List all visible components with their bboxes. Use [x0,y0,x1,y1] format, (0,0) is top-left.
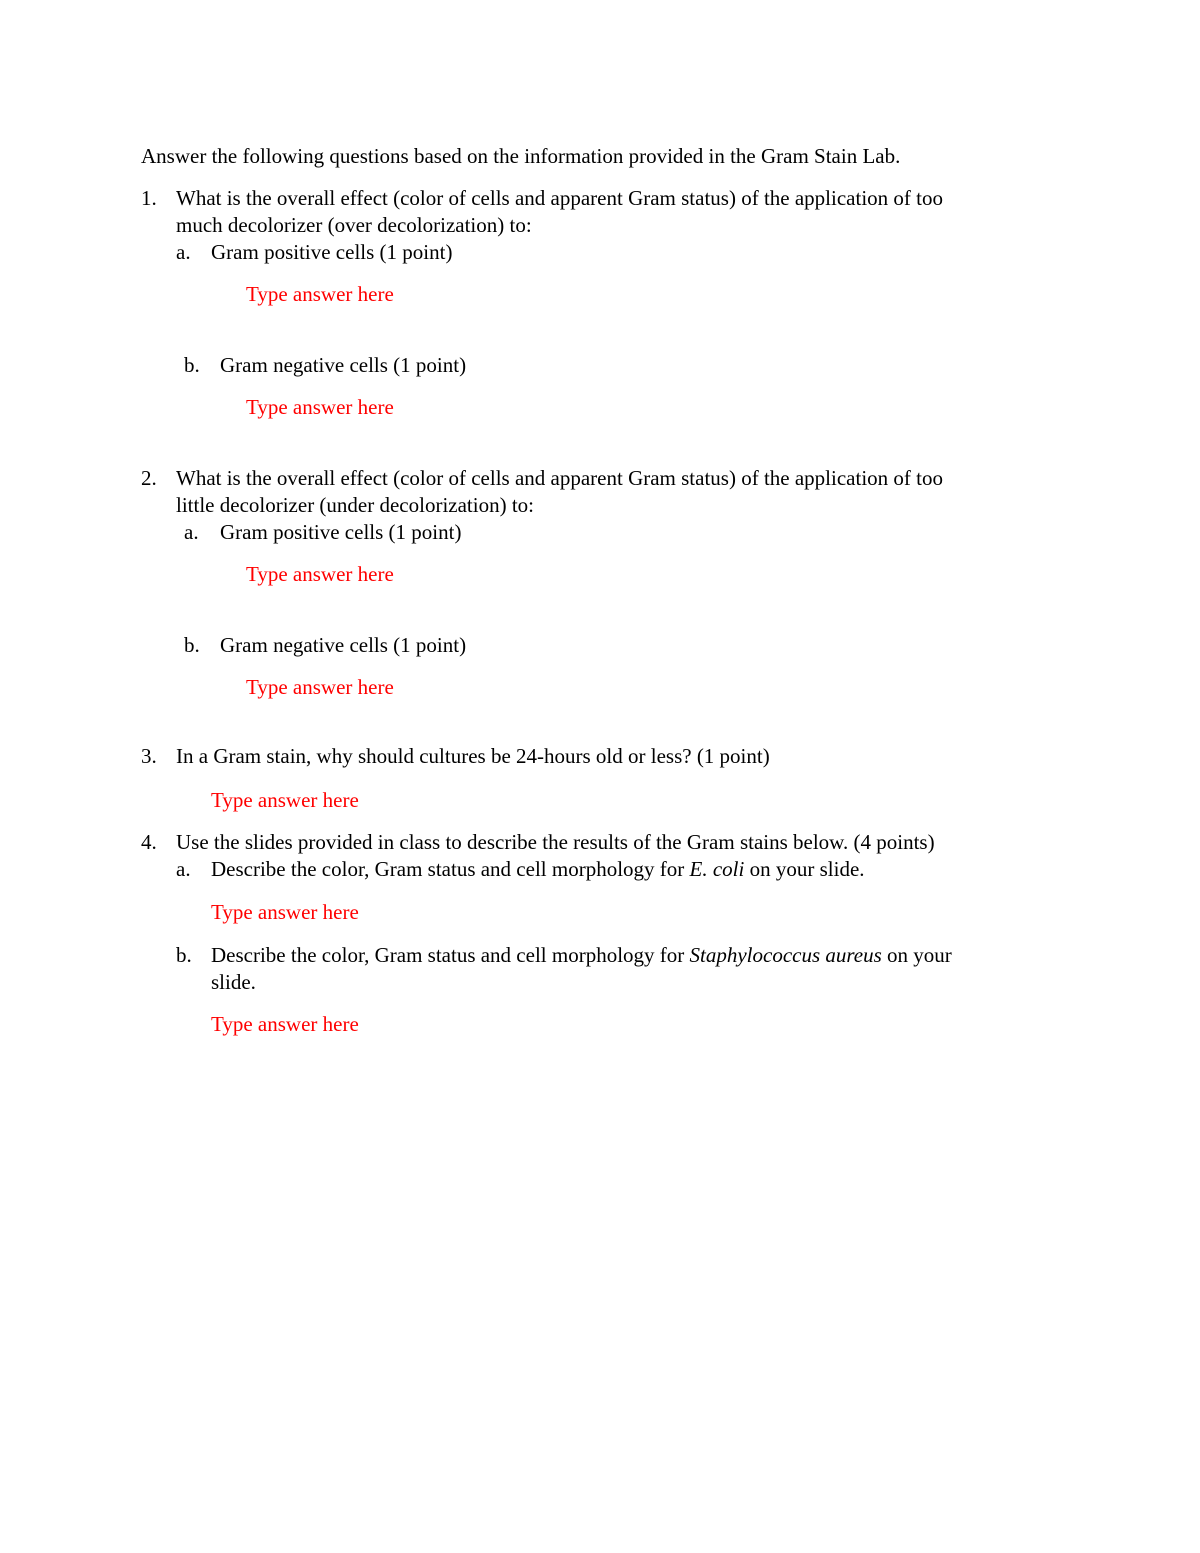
question-1-text-line-2: much decolorizer (over decolorization) to: [176,213,532,237]
question-4a-text [211,856,865,883]
question-2b-letter: b. [184,633,200,657]
question-2-text-line-1: What is the overall effect (color of cells and apparent Gram status) of the application of too [176,466,943,490]
question-1a-answer-field[interactable]: Type answer here [246,282,394,306]
organism-e-coli: E. coli [689,857,745,881]
question-4a-letter: a. [176,857,191,881]
question-4b-answer-field[interactable]: Type answer here [211,1012,359,1036]
question-4b-text-after: on your [881,943,952,967]
question-1-number: 1. [141,186,157,210]
question-4-text: Use the slides provided in class to describe the results of the Gram stains below. (4 points) [176,830,935,854]
question-1-text-line-1: What is the overall effect (color of cells and apparent Gram status) of the application of too [176,186,943,210]
question-4b-letter: b. [176,943,192,967]
question-2a-letter: a. [184,520,199,544]
question-2-text-line-2: little decolorizer (under decolorization) to: [176,493,535,517]
question-2b-answer-field[interactable]: Type answer here [246,675,394,699]
question-4a-text-before: Describe the color, Gram status and cell morphology for [211,857,690,881]
question-1a-text: Gram positive cells (1 point) [211,240,453,264]
question-2a-answer-field[interactable]: Type answer here [246,562,394,586]
question-4a-answer-field[interactable]: Type answer here [211,900,359,924]
question-4b-text-before: Describe the color, Gram status and cell morphology for [211,943,690,967]
question-1b-answer-field[interactable]: Type answer here [246,395,394,419]
question-4-number: 4. [141,830,157,854]
question-4b-text-line-1 [211,942,952,969]
organism-staphylococcus-aureus: Staphylococcus aureus [689,943,882,967]
question-1a-letter: a. [176,240,191,264]
intro-text: Answer the following questions based on the information provided in the Gram Stain Lab. [141,144,901,168]
question-3-number: 3. [141,744,157,768]
question-2b-text: Gram negative cells (1 point) [220,633,467,657]
question-2a-text: Gram positive cells (1 point) [220,520,462,544]
question-3-text: In a Gram stain, why should cultures be 24-hours old or less? (1 point) [176,744,770,768]
question-1b-letter: b. [184,353,200,377]
question-4b-text-line-2: slide. [211,970,256,994]
question-2-number: 2. [141,466,157,490]
question-3-answer-field[interactable]: Type answer here [211,788,359,812]
question-1b-text: Gram negative cells (1 point) [220,353,467,377]
question-4a-text-after: on your slide. [744,857,865,881]
